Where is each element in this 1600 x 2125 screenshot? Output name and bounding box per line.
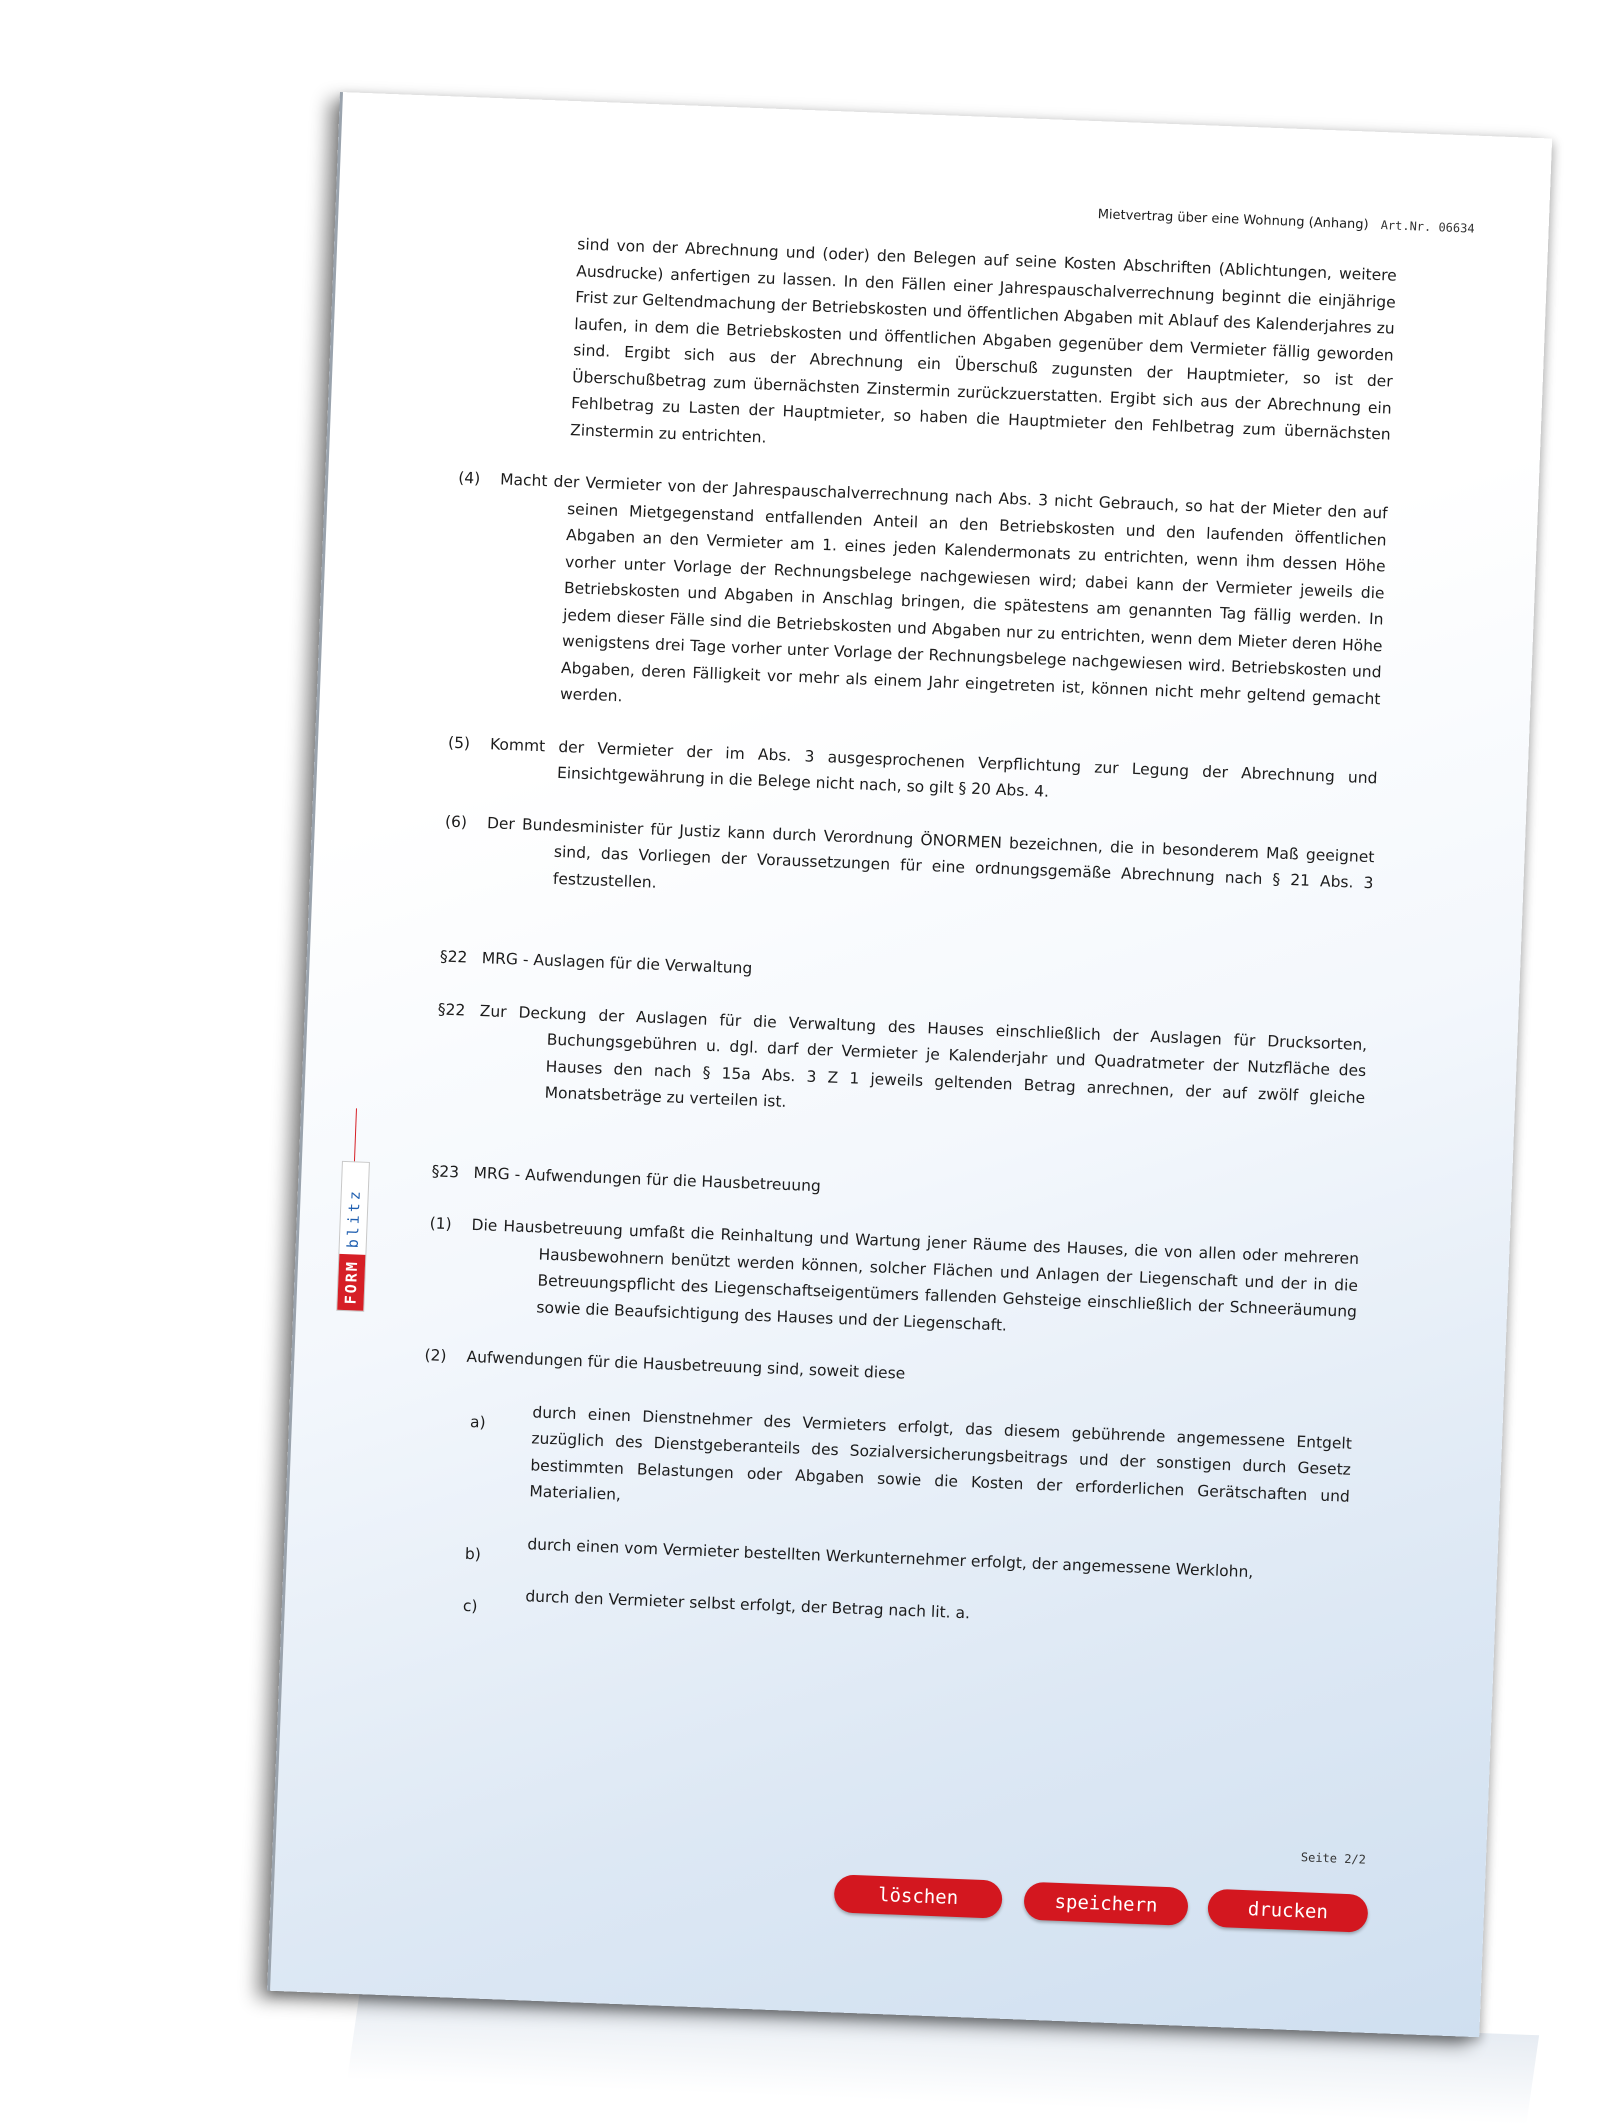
document-body xyxy=(414,227,1397,1667)
list-item-a xyxy=(419,1395,1352,1537)
section-23-paragraph-1 xyxy=(426,1210,1359,1352)
article-number: Art.Nr. 06634 xyxy=(1380,218,1475,236)
paragraph-text: Der Bundesminister für Justiz kann durch Verordnung ÖNORMEN bezeichnen, die in besonderem Maß geeignet sind, das Vorliegen der Voraussetzungen für eine ordnungsgemäße Abrechnung nach § 21 Abs. 3 festzustellen. xyxy=(486,813,1375,893)
list-letter: a) xyxy=(469,1412,486,1432)
list-letter: c) xyxy=(462,1596,478,1616)
list-text: durch den Vermieter selbst erfolgt, der Betrag nach lit. a. xyxy=(525,1587,971,1623)
paragraph-number: (6) xyxy=(444,812,468,831)
paragraph-number: (1) xyxy=(429,1214,452,1234)
print-button[interactable]: drucken xyxy=(1207,1889,1368,1933)
paragraph-text: Die Hausbetreuung umfaßt die Reinhaltung und Wartung jener Räume des Hauses, die von allen oder mehreren Hausbewohnern benützt werden können, solcher Flächen und Anlagen der Liegenschaft und der in die Betreuungspflicht des Liegenschaftseigentümers fallenden Gehsteige einschließlich der Schneeräumung sowie die Beaufsichtigung des Hauses und der Liegenschaft. xyxy=(471,1215,1360,1335)
paragraph-4 xyxy=(450,465,1388,739)
section-number: §23 xyxy=(431,1161,460,1181)
paragraph-6 xyxy=(443,808,1375,923)
paragraph-text: Kommt der Vermieter der im Abs. 3 ausgesprochenen Verpflichtung zur Legung der Abrechnung und Einsichtgewährung in die Belege nicht nach, so gilt § 20 Abs. 4. xyxy=(489,734,1378,801)
action-buttons xyxy=(833,1874,1364,1938)
section-22-body xyxy=(434,996,1367,1138)
document-header xyxy=(1097,207,1474,236)
paragraph-number: (4) xyxy=(457,468,481,488)
list-letter: b) xyxy=(464,1544,482,1563)
delete-button[interactable]: löschen xyxy=(833,1874,1002,1918)
section-title: MRG - Auslagen für die Verwaltung xyxy=(481,949,753,978)
section-text: Zur Deckung der Auslagen für die Verwaltung des Hauses einschließlich der Auslagen für Drucksorten, Buchungsgebühren u. dgl. darf der Vermieter je Kalenderjahr und Quadratmeter der Nutzfläche des Hauses den nach § 15a Abs. 3 Z 1 jeweils geltenden Betrag anrechnen, der auf zwölf gleiche Monatsbeträge zu verteilen ist. xyxy=(479,1001,1368,1111)
page-number: Seite 2/2 xyxy=(1300,1850,1367,1867)
document-page xyxy=(267,92,1552,2037)
section-number: §22 xyxy=(437,999,466,1019)
paragraph-number: (5) xyxy=(447,733,471,752)
logo-form-text: FORM xyxy=(337,1254,365,1311)
paragraph-text: Aufwendungen für die Hausbetreuung sind, soweit diese xyxy=(466,1347,906,1383)
continuation-paragraph: sind von der Abrechnung und (oder) den Belegen auf seine Kosten Abschriften (Ablichtungen, weitere Ausdrucke) anfertigen zu lassen. In den Fällen einer Jahrespauschalverrechnung beginnt die einjährige Frist zur Geltendmachung der Betriebskosten und öffentlichen Abgaben mit Ablauf des Kalenderjahres zu laufen, in dem die Betriebskosten und öffentlichen Abgaben gegenüber dem Vermieter fällig geworden sind. Ergibt sich aus der Abrechnung ein Überschuß zugunsten der Hauptmieter, so ist der Überschußbetrag zum übernächsten Zinstermin zurückzuerstatten. Ergibt sich aus der Abrechnung ein Fehlbetrag zu Lasten der Hauptmieter, so haben die Hauptmieter den Fehlbetrag zum übernächsten Zinstermin zu entrichten. xyxy=(569,235,1398,447)
list-item-b xyxy=(417,1527,1347,1589)
paragraph-text: Macht der Vermieter von der Jahrespauschalverrechnung nach Abs. 3 nicht Gebrauch, so hat der Mieter den auf seinen Mietgegenstand entfallenden Anteil an den Betriebskosten und den laufenden öffentlichen Abgaben an den Vermieter am 1. eines jeden Kalendermonats zu entrichten, wenn ihm dessen Höhe vorher unter Vorlage der Rechnungsbelege nachgewiesen wird; dabei kann der Vermieter jeweils die Betriebskosten und Abgaben in Anschlag bringen, die spätestens am genannten Tag fällig werden. In jedem dieser Fälle sind die Betriebskosten und Abgaben nur zu entrichten, wenn dem Mieter deren Höhe wenigstens drei Tage vorher unter Vorlage der Rechnungsbelege nachgewiesen wird. Betriebskosten und Abgaben, deren Fälligkeit vor mehr als einem Jahr eingetreten ist, können nicht mehr geltend gemacht werden. xyxy=(499,470,1388,708)
document-title: Mietvertrag über eine Wohnung (Anhang) xyxy=(1097,207,1369,233)
section-number: §22 xyxy=(439,947,468,967)
list-item-c xyxy=(415,1579,1345,1641)
logo-divider-line xyxy=(354,1108,357,1163)
section-title: MRG - Aufwendungen für die Hausbetreuung xyxy=(473,1163,822,1195)
formblitz-logo xyxy=(336,1163,368,1312)
paragraph-5 xyxy=(447,729,1378,818)
section-23-paragraph-2 xyxy=(424,1342,1354,1404)
paragraph-number: (2) xyxy=(424,1346,447,1366)
list-text: durch einen Dienstnehmer des Vermieters erfolgt, das diesem gebührende angemessene Entgelt zuzüglich des Dienstgeberanteils des Sozialversicherungsbeitrags und der sonstigen durch Gesetz bestimmten Belastungen oder Abgaben sowie die Kosten der erforderlichen Gerätschaften und Materialien, xyxy=(529,1402,1353,1506)
list-text: durch einen vom Vermieter bestellten Werkunternehmer erfolgt, der angemessene Werklohn, xyxy=(527,1534,1254,1581)
logo-blitz-text: blitz xyxy=(343,1187,364,1249)
save-button[interactable]: speichern xyxy=(1023,1882,1188,1926)
